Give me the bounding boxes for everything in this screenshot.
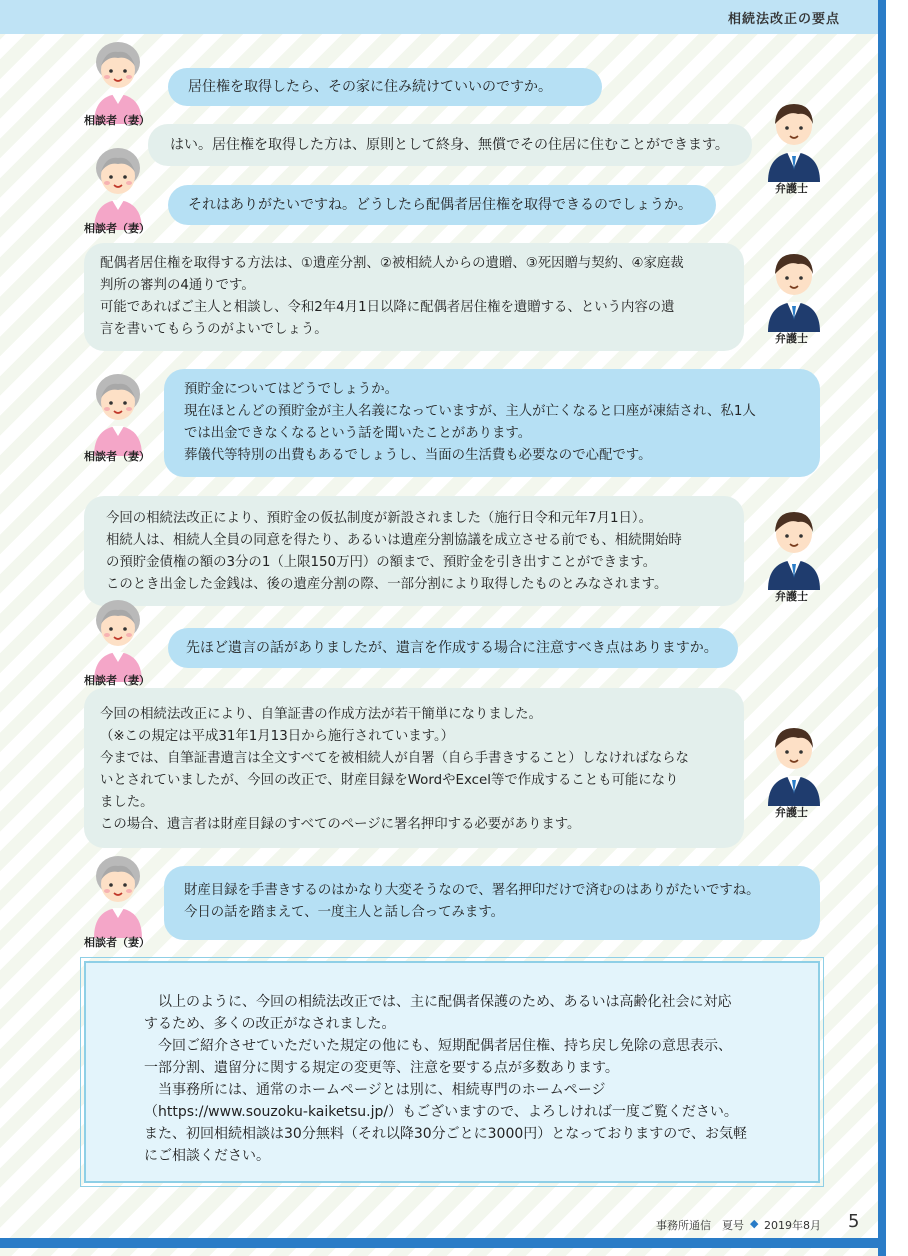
wife-avatar-icon bbox=[86, 596, 150, 682]
lawyer-label: 弁護士 bbox=[775, 590, 808, 603]
summary-line: 一部分割、遺留分に関する規定の変更等、注意を要する点が多数あります。 bbox=[144, 1060, 619, 1076]
summary-line: 今回ご紹介させていただいた規定の他にも、短期配偶者居住権、持ち戻し免除の意思表示、 bbox=[158, 1038, 732, 1054]
summary-line: 以上のように、今回の相続法改正では、主に配偶者保護のため、あるいは高齢化社会に対応 bbox=[158, 994, 732, 1010]
wife-bubble-3 bbox=[164, 369, 820, 477]
lawyer-avatar-icon bbox=[762, 246, 826, 332]
bubble-text: 葬儀代等特別の出費もあるでしょうし、当面の生活費も必要なので心配です。 bbox=[184, 448, 652, 463]
wife-label: 相談者（妻） bbox=[84, 222, 150, 235]
lawyer-label: 弁護士 bbox=[775, 806, 808, 819]
header-bar bbox=[0, 0, 878, 34]
bubble-text: 居住権を取得したら、その家に住み続けていいのですか。 bbox=[188, 79, 552, 95]
wife-label: 相談者（妻） bbox=[84, 674, 150, 687]
bottom-accent-bar bbox=[0, 1238, 886, 1248]
lawyer-label: 弁護士 bbox=[775, 332, 808, 345]
lawyer-bubble-4 bbox=[84, 688, 744, 848]
summary-box bbox=[84, 961, 820, 1183]
lawyer-avatar-icon bbox=[762, 96, 826, 182]
bubble-text: それはありがたいですね。どうしたら配偶者居住権を取得できるのでしょうか。 bbox=[188, 197, 692, 213]
bubble-text: 相続人は、相続人全員の同意を得たり、あるいは遺産分割協議を成立させる前でも、相続開始時 bbox=[106, 533, 682, 548]
right-accent-bar bbox=[878, 0, 886, 1256]
bubble-text: 配偶者居住権を取得する方法は、①遺産分割、②被相続人からの遺贈、③死因贈与契約、④家庭裁 bbox=[100, 256, 684, 271]
bubble-text: 今までは、自筆証書遺言は全文すべてを被相続人が自署（自ら手書きすること）しなければならな bbox=[100, 751, 689, 766]
wife-avatar-icon bbox=[86, 370, 150, 456]
summary-text bbox=[144, 991, 784, 1167]
bubble-text: （※この規定は平成31年1月13日から施行されています。） bbox=[100, 729, 455, 744]
lawyer-bubble-2 bbox=[84, 243, 744, 351]
lawyer-bubble-3 bbox=[84, 496, 744, 606]
bubble-text: このとき出金した金銭は、後の遺産分割の際、一部分割により取得したものとみなされます。 bbox=[106, 577, 668, 592]
wife-label: 相談者（妻） bbox=[84, 936, 150, 949]
bubble-text: 現在ほとんどの預貯金が主人名義になっていますが、主人が亡くなると口座が凍結され、私1人 bbox=[184, 404, 756, 419]
wife-bubble-5 bbox=[164, 866, 820, 940]
summary-line: また、初回相続相談は30分無料（それ以降30分ごとに3000円）となっておりますので、お気軽 bbox=[144, 1126, 747, 1142]
footer-date: 2019年8月 bbox=[764, 1219, 821, 1232]
wife-bubble-2 bbox=[168, 185, 716, 225]
bubble-text: では出金できなくなるという話を聞いたことがあります。 bbox=[184, 426, 532, 441]
bubble-text: 財産目録を手書きするのはかなり大変そうなので、署名押印だけで済むのはありがたいですね。 bbox=[184, 883, 760, 898]
bubble-text: 言を書いてもらうのがよいでしょう。 bbox=[100, 322, 328, 337]
bubble-text: 先ほど遺言の話がありましたが、遺言を作成する場合に注意すべき点はありますか。 bbox=[186, 640, 718, 656]
page-number: 5 bbox=[848, 1211, 860, 1232]
header-title: 相続法改正の要点 bbox=[727, 12, 840, 27]
lawyer-bubble-1 bbox=[148, 124, 752, 166]
footer-publication: 事務所通信 夏号 bbox=[656, 1219, 744, 1232]
summary-line: にご相談ください。 bbox=[144, 1148, 270, 1164]
bubble-text: の預貯金債権の額の3分の1（上限150万円）の額まで、預貯金を引き出すことができます。 bbox=[106, 555, 657, 570]
bubble-text: 判所の審判の4通りです。 bbox=[100, 278, 255, 293]
wife-bubble-1 bbox=[168, 68, 602, 106]
wife-label: 相談者（妻） bbox=[84, 114, 150, 127]
summary-line: 当事務所には、通常のホームページとは別に、相続専門のホームページ bbox=[158, 1082, 606, 1098]
lawyer-label: 弁護士 bbox=[775, 182, 808, 195]
wife-avatar-icon bbox=[86, 852, 150, 938]
bubble-text: 可能であればご主人と相談し、令和2年4月1日以降に配偶者居住権を遺贈する、という内容の遺 bbox=[100, 300, 675, 315]
bubble-text: 今回の相続法改正により、預貯金の仮払制度が新設されました（施行日令和元年7月1日）。 bbox=[106, 511, 652, 526]
lawyer-avatar-icon bbox=[762, 504, 826, 590]
bubble-text: はい。居住権を取得した方は、原則として終身、無償でその住居に住むことができます。 bbox=[170, 137, 729, 153]
lawyer-avatar-icon bbox=[762, 720, 826, 806]
bubble-text: ました。 bbox=[100, 795, 154, 810]
diamond-icon: ◆ bbox=[750, 1217, 759, 1230]
bubble-text: 今回の相続法改正により、自筆証書の作成方法が若干簡単になりました。 bbox=[100, 707, 542, 722]
summary-line: するため、多くの改正がなされました。 bbox=[144, 1016, 396, 1032]
wife-bubble-4 bbox=[168, 628, 738, 668]
bubble-text: いとされていましたが、今回の改正で、財産目録をWordやExcel等で作成することも可能になり bbox=[100, 773, 679, 788]
bubble-text: この場合、遺言者は財産目録のすべてのページに署名押印する必要があります。 bbox=[100, 817, 581, 832]
bubble-text: 預貯金についてはどうでしょうか。 bbox=[184, 382, 398, 397]
wife-avatar-icon bbox=[86, 144, 150, 230]
bubble-text: 今日の話を踏まえて、一度主人と話し合ってみます。 bbox=[184, 905, 505, 920]
right-margin bbox=[886, 0, 908, 1256]
summary-line: （https://www.souzoku-kaiketsu.jp/）もございますので、よろしければ一度ご覧ください。 bbox=[144, 1104, 738, 1120]
wife-label: 相談者（妻） bbox=[84, 450, 150, 463]
